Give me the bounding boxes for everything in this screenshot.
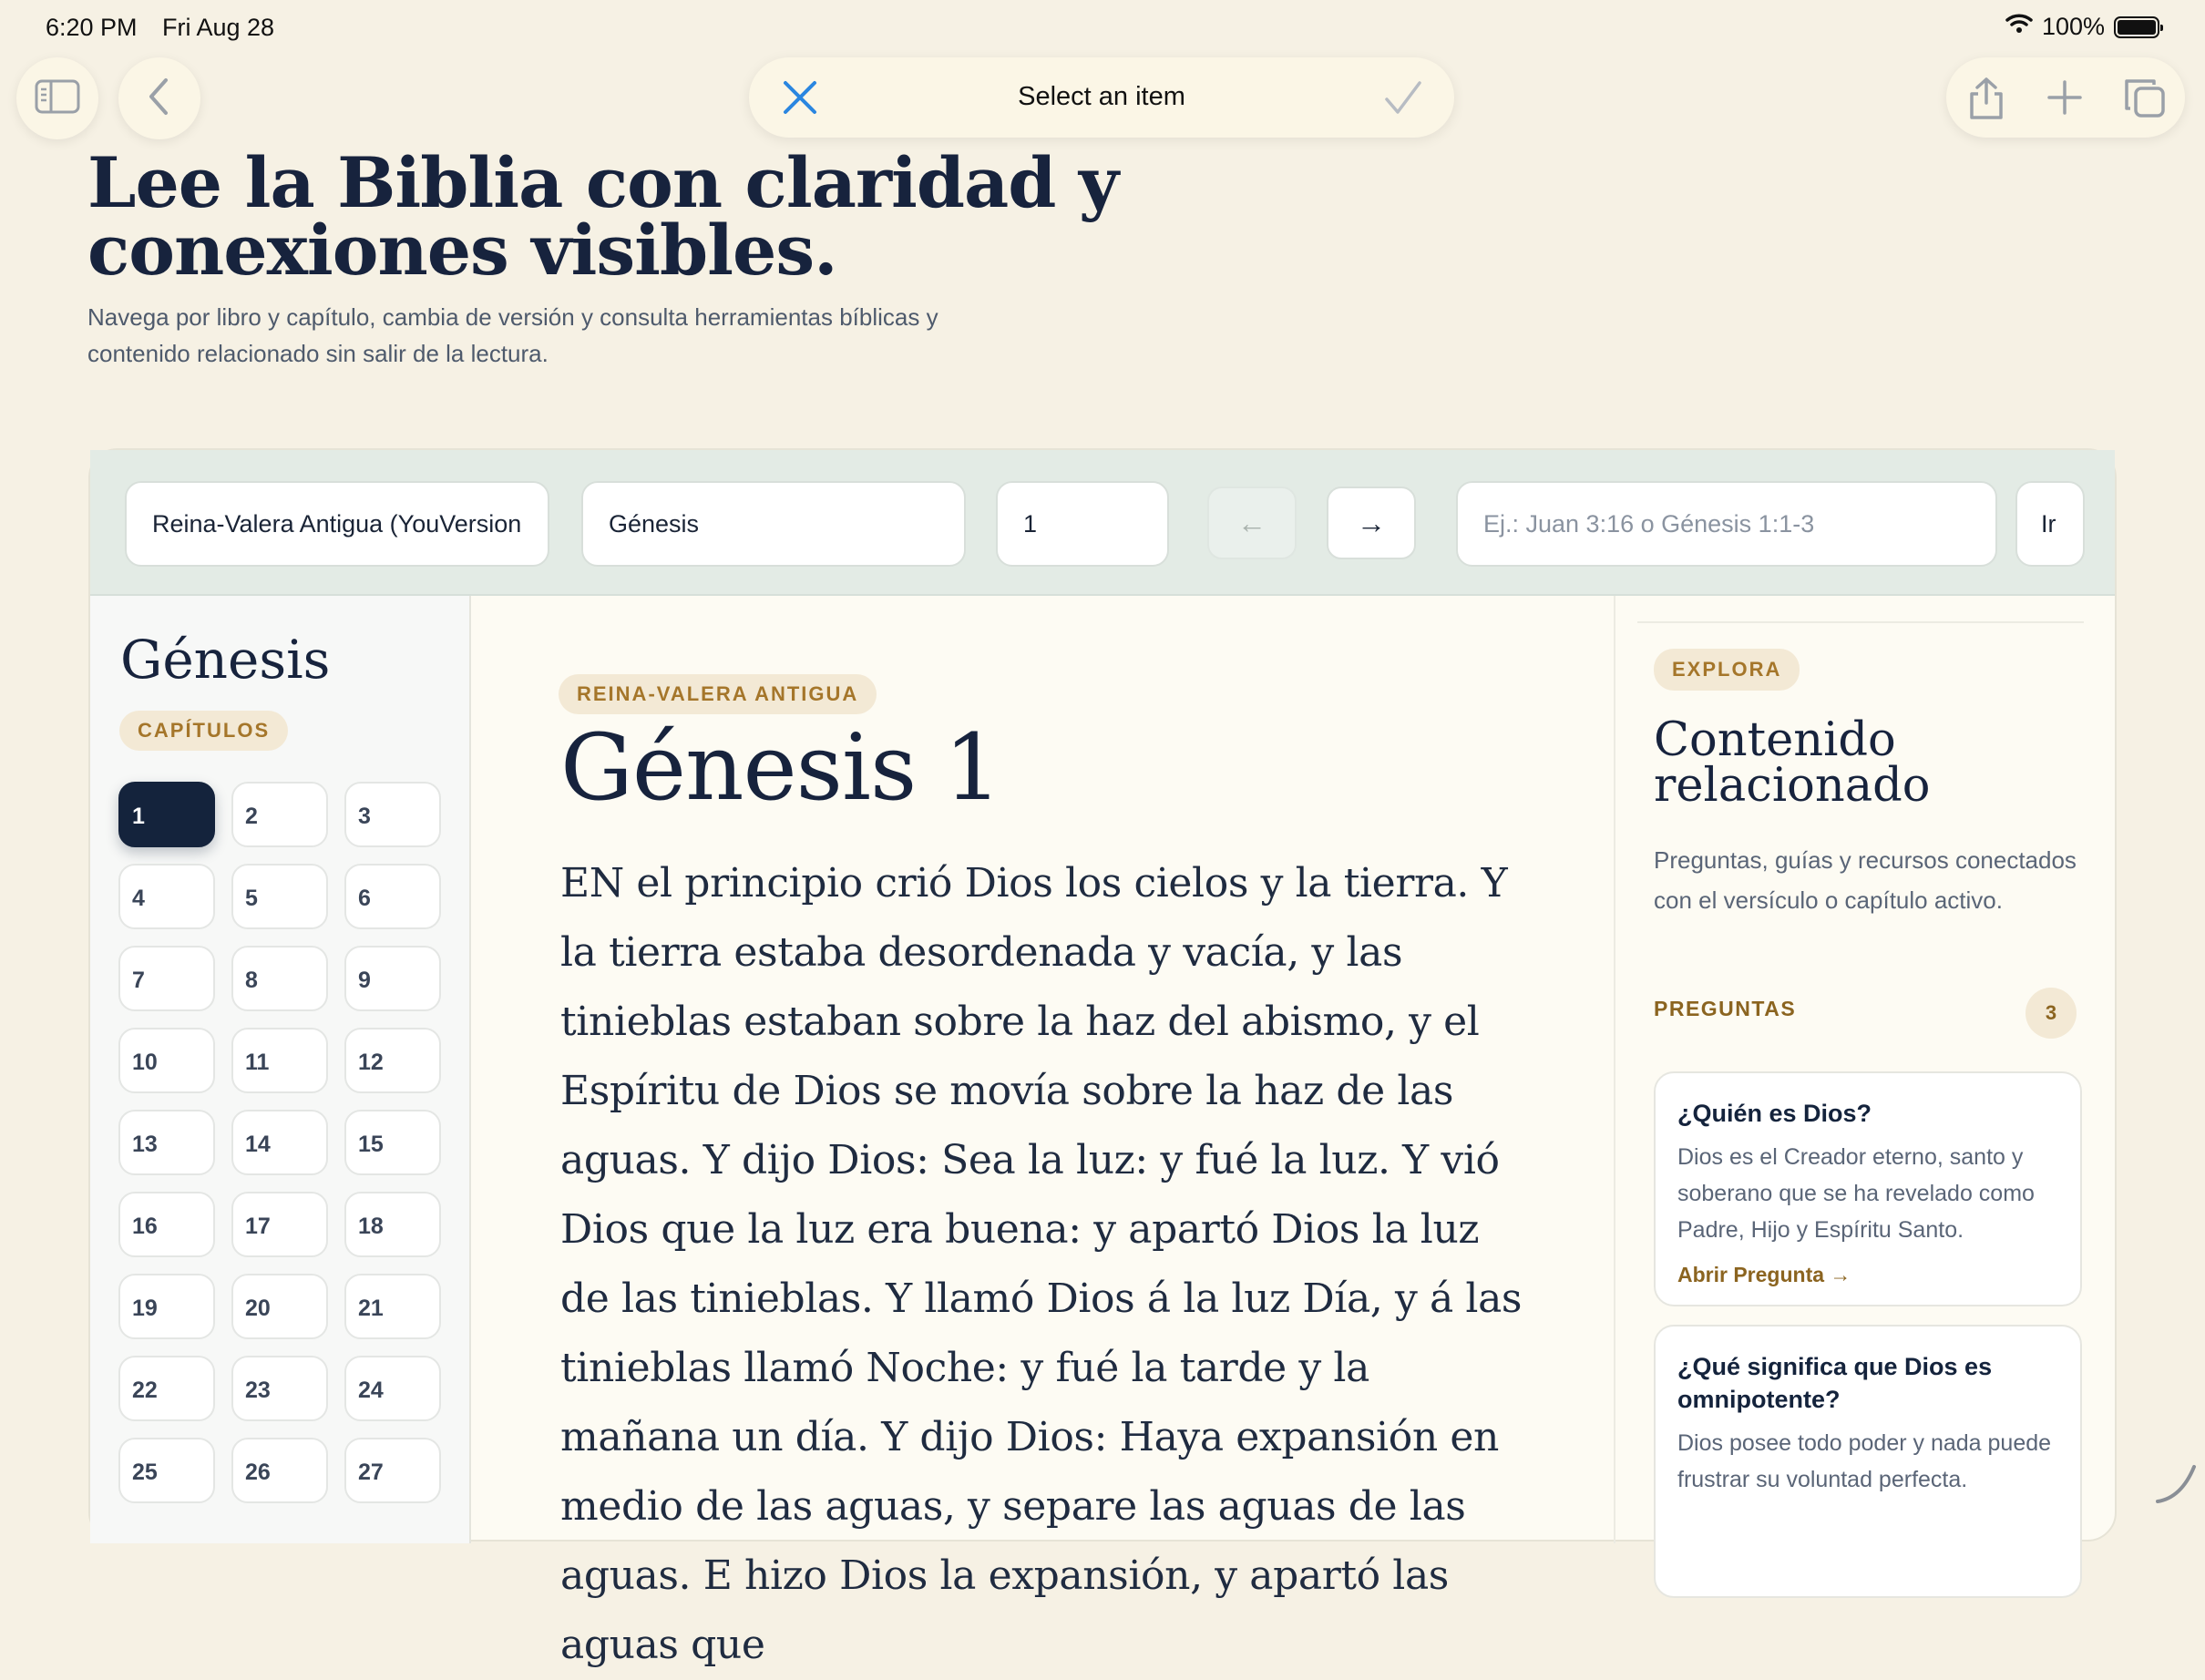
chapter-button-9[interactable]: 9 (344, 946, 441, 1011)
go-button[interactable]: Ir (2015, 481, 2085, 567)
chapter-button-13[interactable]: 13 (118, 1110, 215, 1175)
plus-icon[interactable] (2046, 79, 2083, 120)
browser-actions (1946, 57, 2185, 138)
chapter-button-26[interactable]: 26 (231, 1438, 328, 1503)
scroll-indicator-icon (2154, 1461, 2200, 1511)
reader-toolbar (90, 450, 2115, 596)
divider (1637, 621, 2084, 623)
back-button[interactable] (118, 57, 200, 139)
chapter-button-7[interactable]: 7 (118, 946, 215, 1011)
version-select[interactable]: Reina-Valera Antigua (YouVersion (125, 481, 549, 567)
version-badge: REINA-VALERA ANTIGUA (559, 674, 877, 714)
question-summary: Dios es el Creador eterno, santo y soberano que se ha revelado como Padre, Hijo y Espíritu Santo. (1677, 1144, 2035, 1243)
wifi-icon (2005, 13, 2033, 41)
status-right (2005, 13, 2159, 41)
question-title: ¿Qué significa que Dios es omnipotente? (1677, 1353, 1993, 1413)
sidebar-icon (35, 78, 80, 119)
share-icon[interactable] (1966, 76, 2006, 126)
chapter-button-18[interactable]: 18 (344, 1192, 441, 1257)
next-chapter-button[interactable]: → (1327, 487, 1416, 559)
questions-count-badge: 3 (2026, 988, 2077, 1039)
tabs-icon[interactable] (2123, 77, 2167, 124)
battery-icon (2114, 16, 2159, 38)
chapter-button-4[interactable]: 4 (118, 864, 215, 929)
chapter-button-25[interactable]: 25 (118, 1438, 215, 1503)
bible-reader-card (88, 448, 2117, 1668)
status-date: Fri Aug 28 (162, 14, 275, 41)
chapter-title: Génesis 1 (560, 714, 1001, 821)
sidebar-book-title: Génesis (120, 629, 331, 691)
chapter-button-17[interactable]: 17 (231, 1192, 328, 1257)
chapter-button-10[interactable]: 10 (118, 1028, 215, 1093)
related-description: Preguntas, guías y recursos conectados con el versículo o capítulo activo. (1654, 846, 2077, 914)
chapter-button-11[interactable]: 11 (231, 1028, 328, 1093)
question-summary: Dios posee todo poder y nada puede frustrar su voluntad perfecta. (1677, 1430, 2052, 1492)
explora-badge: EXPLORA (1654, 649, 1800, 691)
chapter-button-12[interactable]: 12 (344, 1028, 441, 1093)
related-title: Contenido relacionado (1654, 713, 1931, 813)
chapter-button-16[interactable]: 16 (118, 1192, 215, 1257)
chapter-button-22[interactable]: 22 (118, 1356, 215, 1421)
chapter-select[interactable]: 1 (996, 481, 1169, 567)
question-card[interactable] (1654, 1325, 2082, 1598)
chapter-button-21[interactable]: 21 (344, 1274, 441, 1339)
question-title: ¿Quién es Dios? (1677, 1100, 1872, 1127)
scripture-text: EN el principio crió Dios los cielos y la tierra. Y la tierra estaba desordenada y vacía, y las tinieblas estaban sobre la haz del abismo, y el Espíritu de Dios se movía sobre la haz de las aguas. Y dijo Dios: Sea la luz: y fué la luz. Y vió Dios que la luz era buena: y apartó Dios la luz de las tinieblas. Y llamó Dios á la luz Día, y á las tinieblas llamó Noche: y fué la tarde y la mañana un día. Y dijo Dios: Haya expansión en medio de las aguas, y separe las aguas de las aguas. E hizo Dios la expansión, y apartó las aguas que (560, 860, 1523, 1668)
sidebar-toggle-button[interactable] (16, 57, 98, 139)
chapter-sidebar (90, 596, 471, 1543)
question-card[interactable] (1654, 1071, 2082, 1306)
previous-chapter-button[interactable]: ← (1207, 487, 1297, 559)
chapter-button-20[interactable]: 20 (231, 1274, 328, 1339)
back-icon (146, 77, 173, 121)
selection-bar (749, 57, 1454, 138)
hero-subtitle: Navega por libro y capítulo, cambia de versión y consulta herramientas bíblicas y contenido relacionado sin salir de la lectura. (87, 303, 938, 367)
chapter-button-6[interactable]: 6 (344, 864, 441, 929)
open-question-link[interactable]: Abrir Pregunta → (1677, 1263, 1851, 1286)
chapter-button-8[interactable]: 8 (231, 946, 328, 1011)
status-bar (0, 0, 2205, 56)
hero-title: Lee la Biblia con claridad y conexiones visibles. (87, 142, 1118, 291)
questions-section-label: PREGUNTAS (1654, 997, 1797, 1020)
reference-search-input[interactable]: Ej.: Juan 3:16 o Génesis 1:1-3 (1456, 481, 1997, 567)
chapter-button-5[interactable]: 5 (231, 864, 328, 929)
reader-pane (473, 596, 1612, 1668)
chapter-button-3[interactable]: 3 (344, 782, 441, 847)
chapter-button-23[interactable]: 23 (231, 1356, 328, 1421)
related-content-panel (1614, 596, 2118, 1543)
checkmark-icon[interactable] (1383, 77, 1423, 122)
chapters-badge: CAPÍTULOS (119, 711, 288, 751)
chapter-button-2[interactable]: 2 (231, 782, 328, 847)
selection-title: Select an item (1018, 82, 1185, 111)
chapter-button-19[interactable]: 19 (118, 1274, 215, 1339)
chapter-button-27[interactable]: 27 (344, 1438, 441, 1503)
chapter-button-14[interactable]: 14 (231, 1110, 328, 1175)
chapter-button-15[interactable]: 15 (344, 1110, 441, 1175)
chapter-button-24[interactable]: 24 (344, 1356, 441, 1421)
book-select[interactable]: Génesis (581, 481, 966, 567)
battery-percent: 100% (2041, 13, 2105, 40)
status-time: 6:20 PM (46, 14, 138, 41)
chapter-button-1[interactable]: 1 (118, 782, 215, 847)
